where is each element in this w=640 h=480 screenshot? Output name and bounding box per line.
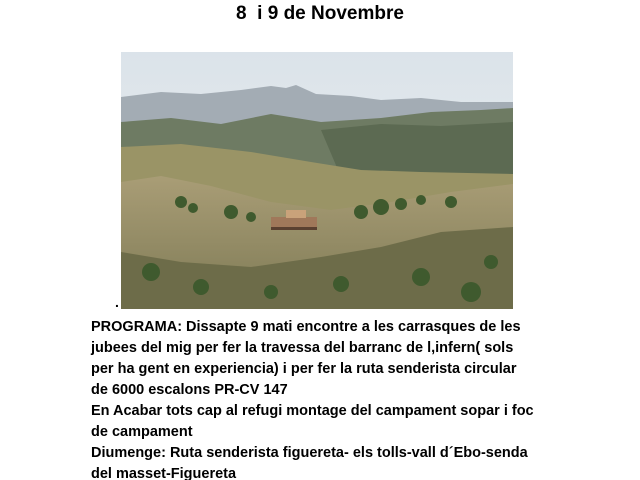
program-line: del masset-Figuereta <box>91 466 237 480</box>
stray-mark: . <box>115 294 119 310</box>
program-text <box>91 317 631 480</box>
program-line: per ha gent en experiencia) i per fer la ruta senderista circular <box>91 361 517 377</box>
program-line: Diumenge: Ruta senderista figuereta- els tolls-vall d´Ebo-senda <box>91 445 528 461</box>
program-line: de campament <box>91 424 193 440</box>
program-line: PROGRAMA: Dissapte 9 mati encontre a les carrasques de les <box>91 319 521 335</box>
program-line: jubees del mig per fer la travessa del barranc de l,infern( sols <box>91 340 514 356</box>
mountain-landscape-icon <box>121 52 513 309</box>
date-heading: 8 i 9 de Novembre <box>236 3 404 24</box>
landscape-photo <box>121 52 513 309</box>
program-line: de 6000 escalons PR-CV 147 <box>91 382 288 398</box>
program-line: En Acabar tots cap al refugi montage del campament sopar i foc <box>91 403 534 419</box>
